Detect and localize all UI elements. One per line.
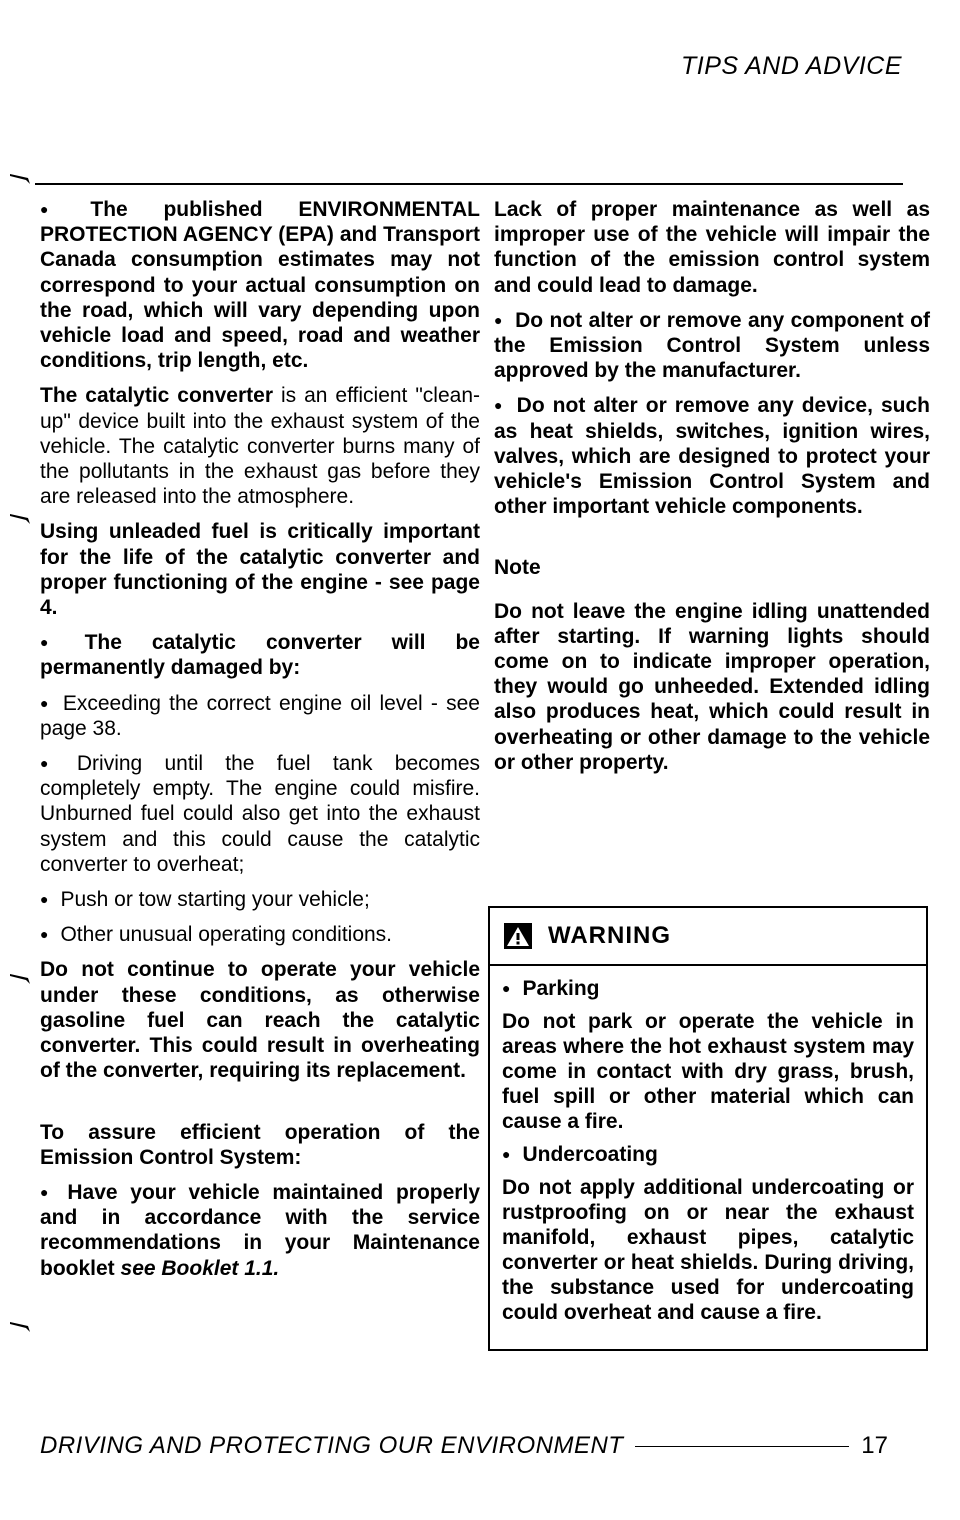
maintenance-paragraph: ● Have your vehicle maintained properly and in accordance with the service recommendations in your Maintenance booklet see Booklet 1.1.	[40, 1180, 480, 1281]
do-not-continue-paragraph: Do not continue to operate your vehicle under these conditions, as otherwise gasoline fuel can reach the catalytic converter. This could result in overheating of the converter, requiring its replacement.	[40, 958, 480, 1083]
note-heading: Note	[494, 556, 541, 580]
list-item: ● Driving until the fuel tank becomes completely empty. The engine could misfire. Unburned fuel could also get into the exhaust system and this could cause the catalytic converter to overheat;	[40, 751, 480, 877]
warning-triangle-icon	[504, 923, 532, 949]
warning-header	[490, 908, 926, 966]
margin-mark-icon	[8, 510, 34, 526]
epa-paragraph: ● The published ENVIRONMENTAL PROTECTION AGENCY (EPA) and Transport Canada consumption estimates may not correspond to your actual consumption on the road, which will vary depending upon vehicle load and speed, road and weather conditions, trip length, etc.	[40, 197, 480, 373]
top-divider	[35, 183, 903, 185]
warning-box	[488, 906, 928, 1351]
left-column	[40, 197, 480, 1291]
page-footer	[40, 1432, 888, 1460]
catalytic-converter-paragraph: The catalytic converter is an efficient "clean-up" device built into the exhaust system of the vehicle. The catalytic converter burns many of the pollutants in the exhaust gas before they are released into the atmosphere.	[40, 384, 481, 509]
unleaded-fuel-paragraph: Using unleaded fuel is critically important for the life of the catalytic converter and proper functioning of the engine - see page 4.	[40, 520, 480, 620]
footer-rule	[635, 1446, 849, 1447]
warning-body	[490, 966, 926, 1325]
warning-title: WARNING	[548, 922, 671, 949]
assure-operation-paragraph: To assure efficient operation of the Emission Control System:	[40, 1120, 480, 1169]
margin-mark-icon	[8, 970, 34, 986]
warning-subheading: ● Undercoating	[502, 1142, 914, 1167]
list-item: ● Other unusual operating conditions.	[40, 922, 480, 947]
list-item: ● Do not alter or remove any device, such as heat shields, switches, ignition wires, valves, which are designed to protect your vehicle's Emission Control System and other important vehicle components.	[494, 393, 930, 519]
warning-subheading: ● Parking	[502, 976, 914, 1001]
warning-paragraph: Do not apply additional undercoating or rustproofing on or near the exhaust manifold, exhaust pipes, catalytic converter or heat shields. During driving, the substance used for undercoating could overheat and cause a fire.	[502, 1176, 914, 1324]
list-item: ● Exceeding the correct engine oil level - see page 38.	[40, 691, 480, 741]
footer-title: DRIVING AND PROTECTING OUR ENVIRONMENT	[40, 1432, 624, 1459]
damage-heading: ● The catalytic converter will be permanently damaged by:	[40, 630, 480, 680]
margin-mark-icon	[8, 170, 34, 186]
list-item: ● Push or tow starting your vehicle;	[40, 887, 480, 912]
note-paragraph: Do not leave the engine idling unattended after starting. If warning lights should come on to indicate improper operation, they would go unheeded. Extended idling also produces heat, which could result in overheating or other damage to the vehicle or other property.	[494, 599, 930, 774]
right-column	[494, 197, 930, 785]
maintenance-warning-paragraph: Lack of proper maintenance as well as improper use of the vehicle will impair the function of the emission control system and could lead to damage.	[494, 198, 930, 297]
margin-mark-icon	[8, 1318, 34, 1334]
warning-paragraph: Do not park or operate the vehicle in areas where the hot exhaust system may come in contact with dry grass, brush, fuel spill or other material which can cause a fire.	[502, 1010, 914, 1133]
page-number: 17	[861, 1432, 888, 1459]
list-item: ● Do not alter or remove any component of the Emission Control System unless approved by the manufacturer.	[494, 308, 930, 384]
page-header: TIPS AND ADVICE	[681, 52, 902, 80]
